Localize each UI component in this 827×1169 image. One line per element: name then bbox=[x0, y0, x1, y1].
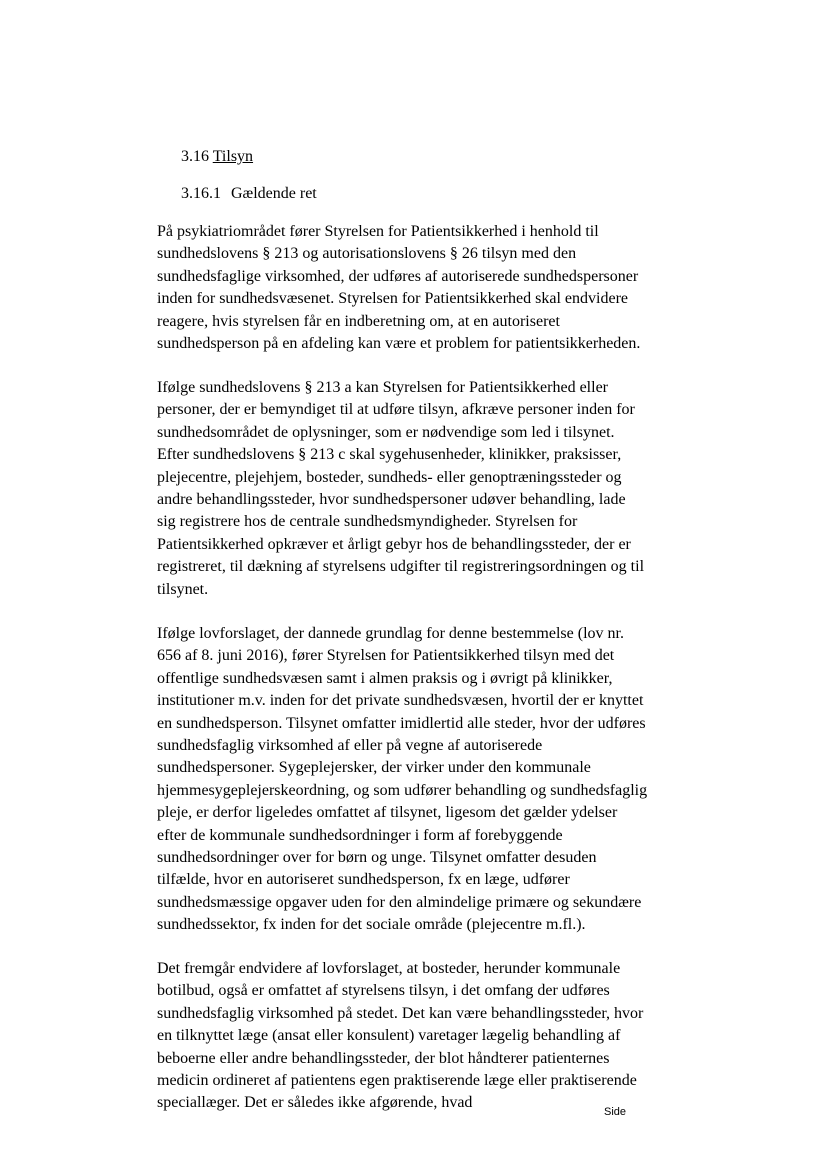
paragraph-line: Det fremgår endvidere af lovforslaget, at bosteder, herunder kommunale bbox=[157, 960, 621, 977]
paragraph-line: medicin ordineret af patientens egen praktiserende læge eller praktiserende bbox=[157, 1072, 637, 1090]
paragraph-line: en sundhedsperson. Tilsynet omfatter imidlertid alle steder, hvor der udføres bbox=[157, 714, 646, 732]
paragraph-line: inden for sundhedsvæsenet. Styrelsen for Patientsikkerhed skal endvidere bbox=[157, 290, 628, 308]
paragraph-line: På psykiatriområdet fører Styrelsen for Patientsikkerhed i henhold til bbox=[157, 223, 599, 240]
paragraph-2 bbox=[157, 377, 677, 601]
paragraph-line: Efter sundhedslovens § 213 c skal sygehusenheder, klinikker, praksisser, bbox=[157, 446, 622, 464]
paragraph-line: efter de kommunale sundhedsordninger i form af forebyggende bbox=[157, 826, 563, 844]
paragraph-line: personer, der er bemyndiget til at udføre tilsyn, afkræve personer inden for bbox=[157, 401, 635, 419]
paragraph-line: sundhedsfaglige virksomhed, der udføres af autoriserede sundhedspersoner bbox=[157, 267, 639, 285]
page-footer-label: Side bbox=[604, 1106, 627, 1118]
paragraph-line: sundhedsperson på en afdeling kan være et problem for patientsikkerheden. bbox=[157, 335, 641, 353]
paragraph-line: offentlige sundhedsvæsen samt i almen praksis og i øvrigt på klinikker, bbox=[157, 669, 613, 687]
subsection-number: 3.16.1 bbox=[181, 185, 221, 202]
paragraph-line: 656 af 8. juni 2016), fører Styrelsen for Patientsikkerhed tilsyn med det bbox=[157, 647, 615, 665]
paragraph-line: sundhedsområdet de oplysninger, som er nødvendige som led i tilsynet. bbox=[157, 423, 615, 441]
paragraph-line: en tilknyttet læge (ansat eller konsulent) varetager lægelig behandling af bbox=[157, 1027, 621, 1045]
paragraph-line: Ifølge sundhedslovens § 213 a kan Styrelsen for Patientsikkerhed eller bbox=[157, 379, 608, 396]
paragraph-line: andre behandlingssteder, hvor sundhedspersoner udøver behandling, lade bbox=[157, 491, 626, 509]
paragraph-4 bbox=[157, 958, 677, 1115]
paragraph-line: tilsynet. bbox=[157, 580, 209, 598]
paragraph-line: sundhedssektor, fx inden for det sociale område (plejecentre m.fl.). bbox=[157, 916, 586, 934]
paragraph-line: tilfælde, hvor en autoriseret sundhedsperson, fx en læge, udfører bbox=[157, 871, 570, 889]
paragraph-line: Ifølge lovforslaget, der dannede grundlag for denne bestemmelse (lov nr. bbox=[157, 625, 624, 642]
paragraph-line: sundhedsfaglig virksomhed på stedet. Det kan være behandlingssteder, hvor bbox=[157, 1004, 644, 1022]
paragraph-line: registreret, til dækning af styrelsens udgifter til registreringsordningen og til bbox=[157, 558, 645, 576]
paragraph-line: speciallæger. Det er således ikke afgørende, hvad bbox=[157, 1094, 473, 1112]
paragraph-line: pleje, er derfor ligeledes omfattet af tilsynet, ligesom det gælder ydelser bbox=[157, 804, 618, 822]
paragraph-line: Patientsikkerhed opkræver et årligt gebyr hos de behandlingssteder, der er bbox=[157, 535, 631, 553]
section-number: 3.16 bbox=[181, 148, 209, 165]
paragraph-line: sundhedsordninger over for børn og unge. Tilsynet omfatter desuden bbox=[157, 849, 597, 867]
paragraph-line: sundhedsfaglig virksomhed af eller på vegne af autoriserede bbox=[157, 737, 543, 755]
paragraph-line: sundhedslovens § 213 og autorisationslovens § 26 tilsyn med den bbox=[157, 245, 577, 263]
paragraph-line: sundhedspersoner. Sygeplejersker, der virker under den kommunale bbox=[157, 759, 591, 777]
paragraph-line: hjemmesygeplejerskeordning, og som udfører behandling og sundhedsfaglig bbox=[157, 781, 648, 799]
paragraph-line: reagere, hvis styrelsen får en indberetning om, at en autoriseret bbox=[157, 312, 560, 330]
paragraph-3 bbox=[157, 623, 677, 937]
paragraph-line: sundhedsmæssige opgaver uden for den almindelige primære og sekundære bbox=[157, 893, 642, 911]
section-title-link[interactable]: Tilsyn bbox=[212, 148, 254, 165]
paragraph-line: botilbud, også er omfattet af styrelsens tilsyn, i det omfang der udføres bbox=[157, 982, 610, 1000]
paragraph-line: institutioner m.v. inden for det private sundhedsvæsen, hvortil der er knyttet bbox=[157, 692, 644, 710]
paragraph-line: plejecentre, plejehjem, bosteder, sundheds- eller genoptræningssteder og bbox=[157, 468, 622, 486]
paragraph-line: sig registrere hos de centrale sundhedsmyndigheder. Styrelsen for bbox=[157, 513, 578, 531]
subsection-title: Gældende ret bbox=[231, 185, 317, 202]
paragraph-line: beboerne eller andre behandlingssteder, der blot håndterer patienternes bbox=[157, 1049, 610, 1067]
paragraph-1 bbox=[157, 221, 677, 355]
section-heading bbox=[181, 147, 253, 167]
subsection-heading bbox=[181, 184, 317, 204]
